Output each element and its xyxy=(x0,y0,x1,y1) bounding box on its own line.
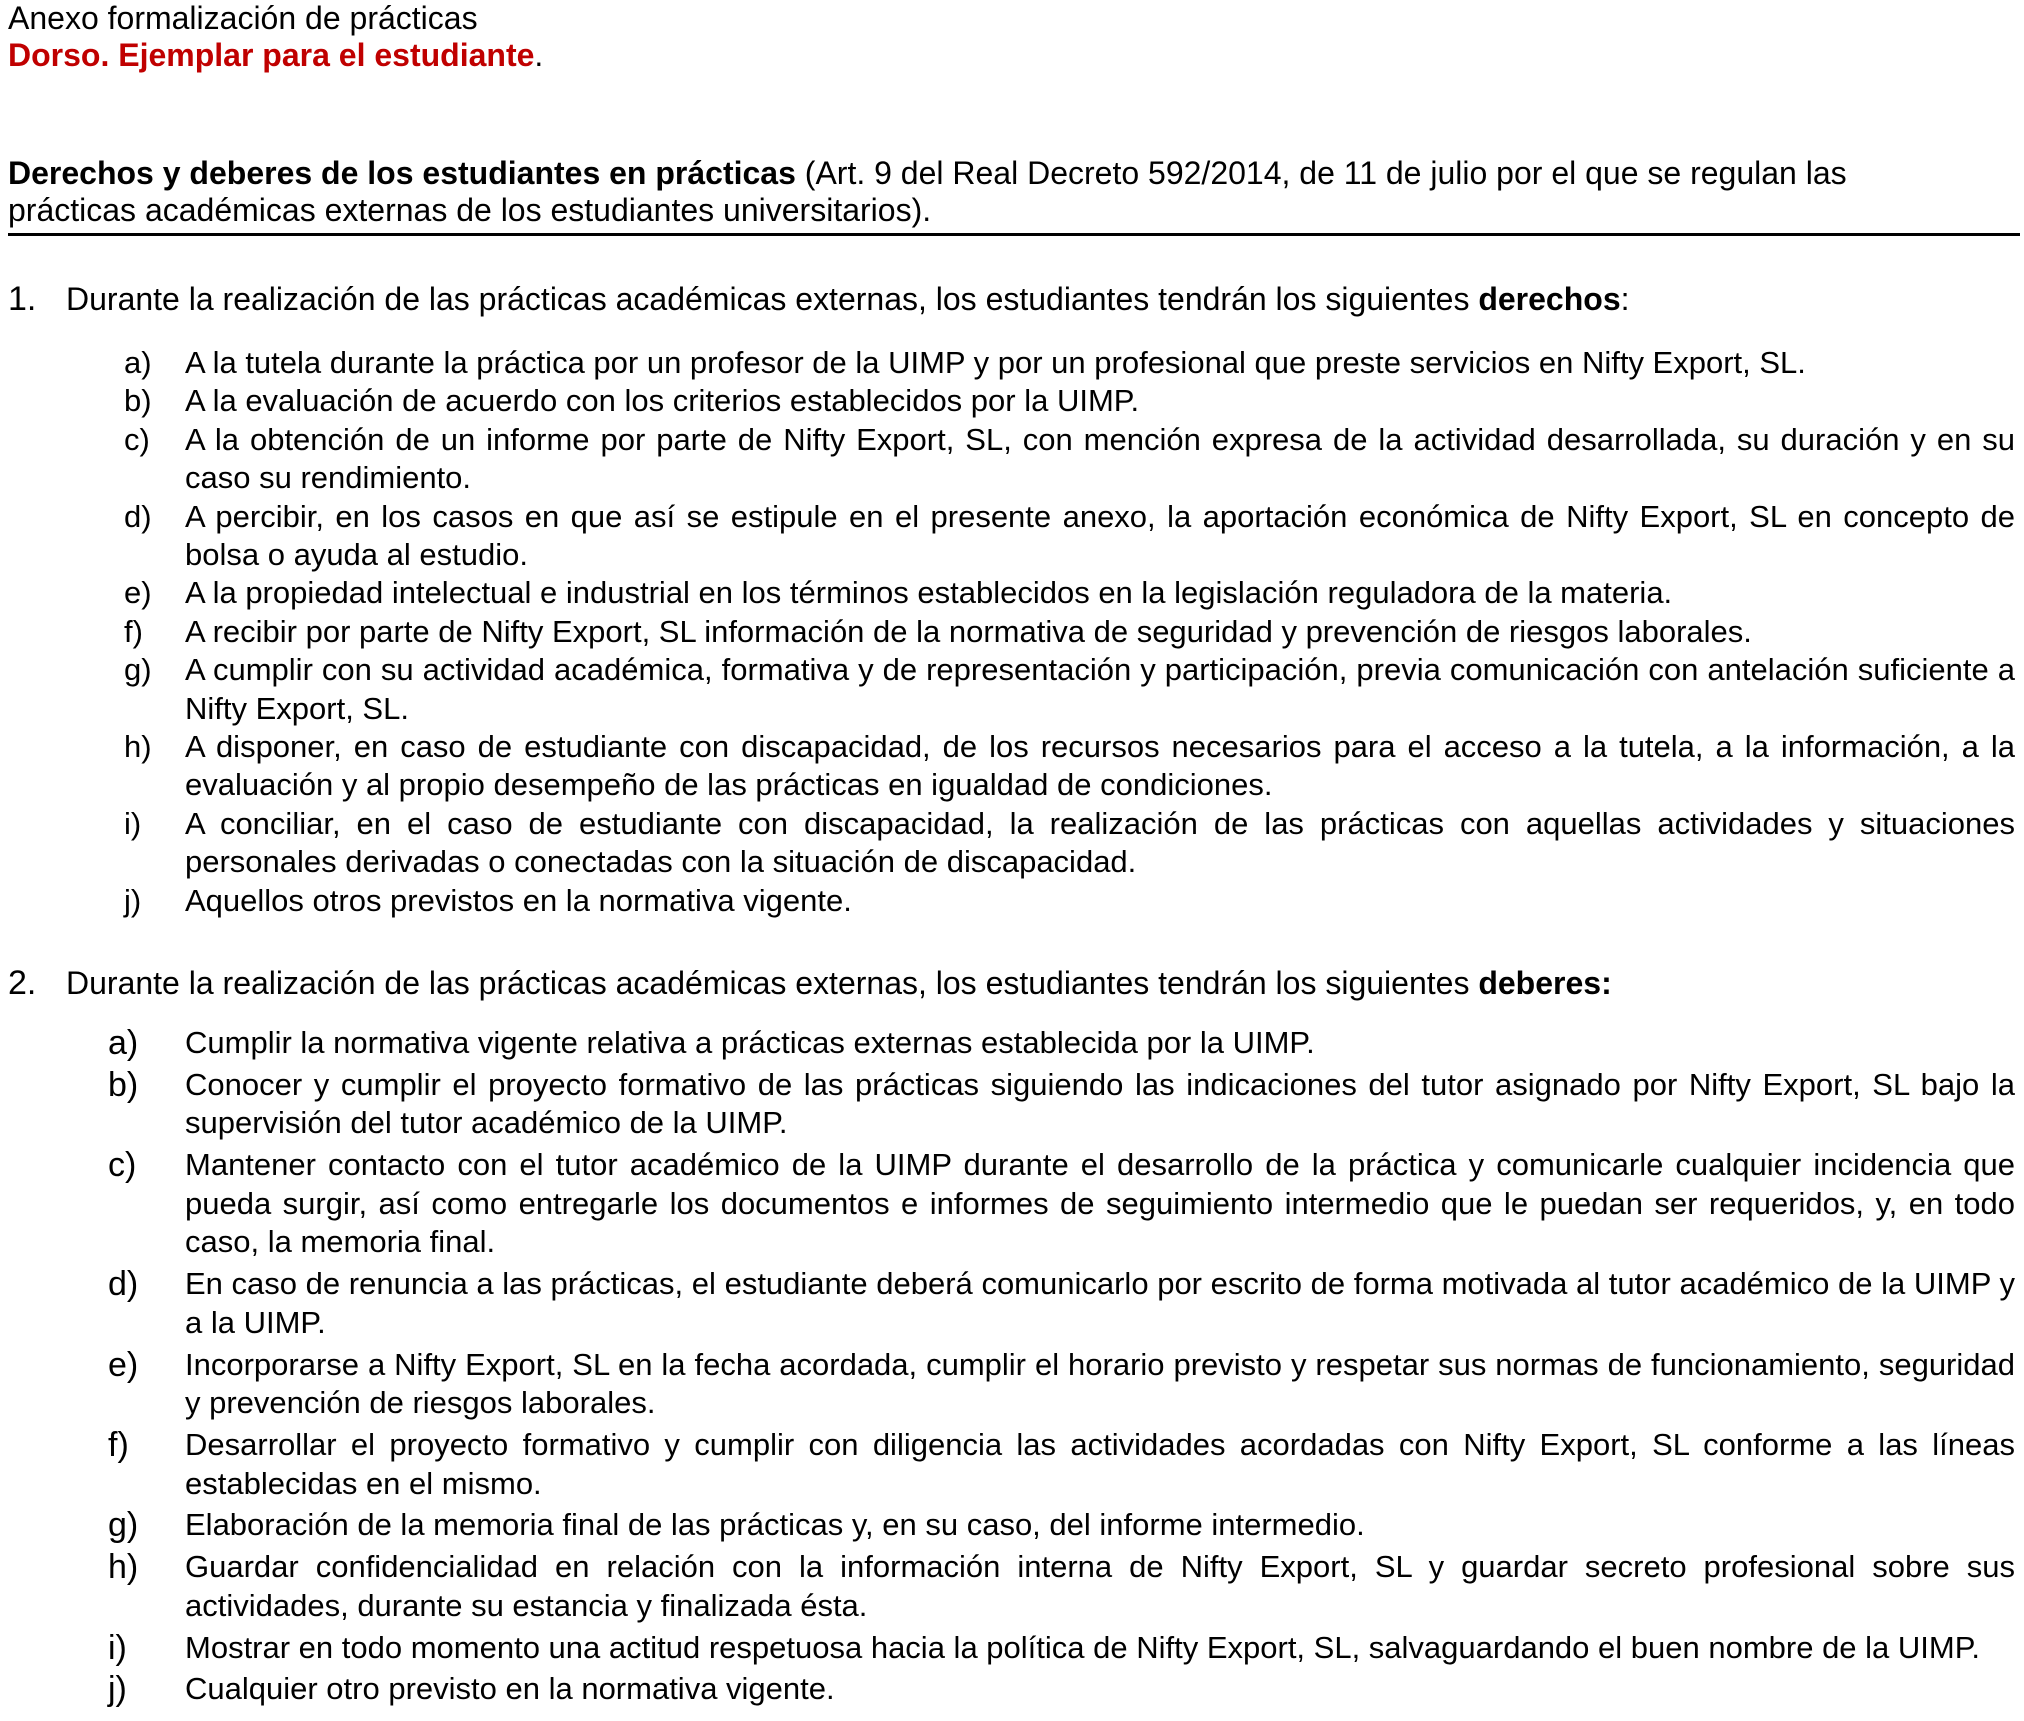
list-item xyxy=(8,1670,2020,1709)
document-title xyxy=(8,0,2020,37)
item-letter: i) xyxy=(108,1628,127,1667)
list-item xyxy=(8,1548,2020,1625)
section-keyword: derechos xyxy=(1478,281,1621,317)
item-text: Aquellos otros previstos en la normativa vigente. xyxy=(185,882,852,918)
document-page xyxy=(8,0,2020,1712)
section-intro-text xyxy=(66,964,1612,1002)
item-letter: e) xyxy=(108,1345,139,1384)
list-item xyxy=(8,651,2020,728)
item-letter: d) xyxy=(108,1265,139,1304)
item-text: Cualquier otro previsto en la normativa vigente. xyxy=(185,1671,835,1707)
list-item xyxy=(8,421,2020,498)
list-item xyxy=(8,1629,2020,1668)
item-letter: h) xyxy=(124,729,152,765)
list-item xyxy=(8,1346,2020,1423)
section-rights xyxy=(8,280,2020,920)
item-text: A la tutela durante la práctica por un profesor de la UIMP y por un profesional que preste servicios en Nifty Export, SL. xyxy=(185,345,1806,380)
item-letter: d) xyxy=(124,498,152,534)
list-item xyxy=(8,728,2020,805)
list-item xyxy=(8,805,2020,882)
section-intro: Durante la realización de las prácticas académicas externas, los estudiantes tendrán los siguientes xyxy=(66,281,1479,317)
heading-line1-rest: (Art. 9 del Real Decreto 592/2014, de 11 de julio por el que se regulan las xyxy=(795,155,1847,191)
item-letter: c) xyxy=(108,1146,137,1185)
item-text: Incorporarse a Nifty Export, SL en la fecha acordada, cumplir el horario previsto y respetar sus normas de funcionamiento, seguridad y prevención de riesgos laborales. xyxy=(185,1346,2015,1421)
item-letter: j) xyxy=(124,882,142,918)
list-item xyxy=(8,1265,2020,1342)
list-item xyxy=(8,498,2020,575)
item-letter: a) xyxy=(124,345,152,380)
item-text: A percibir, en los casos en que así se estipule en el presente anexo, la aportación económica de Nifty Export, SL en concepto de bolsa o ayuda al estudio. xyxy=(185,498,2015,573)
section-number: 2. xyxy=(8,964,37,1003)
item-text: A la evaluación de acuerdo con los criterios establecidos por la UIMP. xyxy=(185,383,1140,419)
list-item xyxy=(8,574,2020,612)
list-item xyxy=(8,1146,2020,1262)
list-item xyxy=(8,344,2020,382)
document-subtitle-end: . xyxy=(534,37,544,73)
item-text: A disponer, en caso de estudiante con discapacidad, de los recursos necesarios para el acceso a la tutela, a la información, a la evaluación y al propio desempeño de las prácticas en igualdad de condiciones. xyxy=(185,729,2015,803)
section-number: 1. xyxy=(8,280,37,318)
heading-line-2 xyxy=(8,192,2020,229)
item-text: Guardar confidencialidad en relación con la información interna de Nifty Export, SL y guardar secreto profesional sobre sus actividades, durante su estancia y finalizada ésta. xyxy=(185,1549,2015,1623)
item-letter: f) xyxy=(108,1425,129,1464)
section-keyword: deberes: xyxy=(1478,965,1612,1002)
section-rights-intro xyxy=(8,280,2020,318)
item-text: Mostrar en todo momento una actitud respetuosa hacia la política de Nifty Export, SL, salvaguardando el buen nombre de la UIMP. xyxy=(185,1629,1981,1665)
list-item xyxy=(8,1066,2020,1143)
section-duties xyxy=(8,964,2020,1709)
list-item xyxy=(8,613,2020,651)
section-intro-text xyxy=(66,280,1630,318)
item-text: Mantener contacto con el tutor académico de la UIMP durante el desarrollo de la práctica y comunicarle cualquier incidencia que pueda surgir, así como entregarle los documentos e informes de seguimiento intermedio que le puedan ser requeridos, y, en todo caso, la memoria final. xyxy=(185,1147,2015,1260)
rights-list xyxy=(8,344,2020,920)
item-letter: b) xyxy=(108,1065,139,1104)
list-item xyxy=(8,882,2020,920)
item-text: A conciliar, en el caso de estudiante con discapacidad, la realización de las prácticas con aquellas actividades y situaciones personales derivadas o conectadas con la situación de discapacidad. xyxy=(185,805,2015,880)
item-letter: e) xyxy=(124,575,152,611)
document-subtitle xyxy=(8,37,2020,74)
item-text: A recibir por parte de Nifty Export, SL información de la normativa de seguridad y prevención de riesgos laborales. xyxy=(185,613,1752,649)
item-text: Cumplir la normativa vigente relativa a prácticas externas establecida por la UIMP. xyxy=(185,1025,1315,1061)
section-intro: Durante la realización de las prácticas académicas externas, los estudiantes tendrán los siguientes xyxy=(66,965,1479,1002)
item-text: Elaboración de la memoria final de las prácticas y, en su caso, del informe intermedio. xyxy=(185,1507,1365,1543)
document-title-text: Anexo formalización de prácticas xyxy=(8,0,478,36)
item-letter: g) xyxy=(108,1506,139,1545)
heading-line2-text: prácticas académicas externas de los estudiantes universitarios). xyxy=(8,192,932,228)
item-text: En caso de renuncia a las prácticas, el estudiante deberá comunicarlo por escrito de forma motivada al tutor académico de la UIMP y a la UIMP. xyxy=(185,1266,2015,1340)
list-item xyxy=(8,1506,2020,1545)
section-end: : xyxy=(1620,281,1630,317)
item-letter: h) xyxy=(108,1548,139,1587)
list-item xyxy=(8,1426,2020,1503)
item-text: A la propiedad intelectual e industrial en los términos establecidos en la legislación reguladora de la materia. xyxy=(185,575,1673,611)
heading-bold-text: Derechos y deberes de los estudiantes en prácticas xyxy=(8,155,796,191)
item-letter: i) xyxy=(124,805,142,841)
item-text: Conocer y cumplir el proyecto formativo de las prácticas siguiendo las indicaciones del tutor asignado por Nifty Export, SL bajo la supervisión del tutor académico de la UIMP. xyxy=(185,1066,2015,1141)
list-item xyxy=(8,382,2020,420)
item-letter: j) xyxy=(108,1670,127,1709)
duties-list xyxy=(8,1024,2020,1709)
item-text: A la obtención de un informe por parte de Nifty Export, SL, con mención expresa de la actividad desarrollada, su duración y en su caso su rendimiento. xyxy=(185,421,2015,496)
document-subtitle-text: Dorso. Ejemplar para el estudiante xyxy=(8,37,535,73)
item-letter: a) xyxy=(108,1024,139,1063)
item-letter: f) xyxy=(124,613,143,649)
item-letter: c) xyxy=(124,421,150,457)
item-text: Desarrollar el proyecto formativo y cumplir con diligencia las actividades acordadas con Nifty Export, SL conforme a las líneas establecidas en el mismo. xyxy=(185,1426,2015,1501)
heading-line-1 xyxy=(8,155,2020,192)
rights-duties-heading xyxy=(8,155,2020,236)
item-text: A cumplir con su actividad académica, formativa y de representación y participación, previa comunicación con antelación suficiente a Nifty Export, SL. xyxy=(185,652,2015,726)
list-item xyxy=(8,1024,2020,1063)
section-duties-intro xyxy=(8,964,2020,1002)
item-letter: g) xyxy=(124,652,152,688)
item-letter: b) xyxy=(124,383,152,419)
